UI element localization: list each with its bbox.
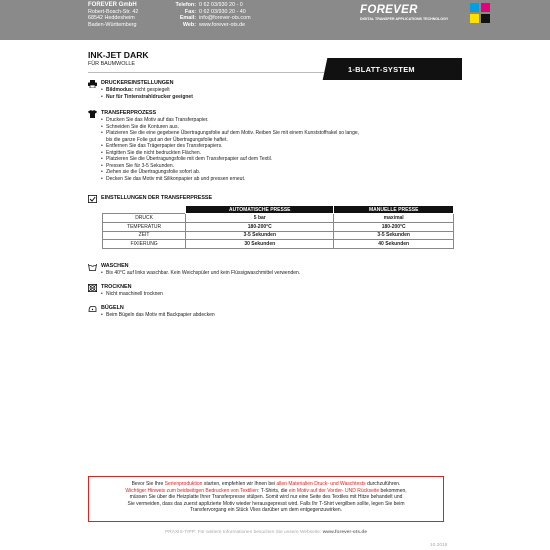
- notice-highlight: allen Materialien Druck- und Waschtests: [276, 481, 366, 487]
- printer-item-1-text: nicht gespiegelt: [133, 87, 170, 93]
- cell-value: 30 Sekunden: [186, 240, 334, 249]
- notice-line-3: müssen Sie über die Heizplatte Ihrer Transferpresse stülpen. Somit wird nur eine Seite des Textiles mit Hitze behandelt und: [129, 494, 403, 501]
- notice-text: bekommen,: [379, 487, 407, 494]
- notice-highlight: Wichtiger Hinweis zum beidseitigen Bedrucken von Textilien:: [125, 487, 260, 494]
- web-label: Web:: [182, 21, 196, 28]
- company-contact: [168, 2, 251, 28]
- notice-text: T-Shirts, die: [259, 487, 289, 494]
- notice-highlight: Serienproduktion: [164, 481, 203, 487]
- printer-list: [101, 87, 193, 100]
- table-row: [103, 214, 454, 223]
- row-label: TEMPERATUR: [103, 222, 186, 231]
- printer-item-1-bold: Bildmodus:: [106, 87, 134, 93]
- notice-text: Bevor Sie Ihre: [131, 481, 165, 487]
- header-gap: [0, 40, 550, 44]
- notice-text: starten, empfehlen wir Ihnen bei: [202, 481, 277, 487]
- list-item: [101, 94, 193, 101]
- tshirt-icon: [88, 110, 97, 118]
- row-label: DRUCK: [103, 214, 186, 223]
- press-heading: EINSTELLUNGEN DER TRANSFERPRESSE: [101, 195, 213, 201]
- cell-value: 5 bar: [186, 214, 334, 223]
- list-item: • Platzieren Sie die Übertragungsfolie mit dem Transferpapier auf dem Textil.: [101, 156, 359, 163]
- title-rule: [88, 72, 324, 73]
- notice-line-2: [95, 488, 437, 495]
- footer-text: PRAXIS-TIPP: Für weitere Informationen besuchen Sie unsere Webseite:: [165, 530, 323, 535]
- list-item: • Decken Sie das Motiv mit Silikonpapier ab und pressen erneut.: [101, 176, 359, 183]
- company-region: Baden-Württemberg: [88, 21, 137, 28]
- cell-value: maximal: [334, 214, 454, 223]
- list-item: • Bis 40°C auf links waschbar. Kein Weichspüler und kein Flüssigwaschmittel verwenden.: [101, 270, 300, 277]
- cmyk-logo-icon: [470, 3, 490, 23]
- list-item: • Drucken Sie das Motiv auf das Transferpapier.: [101, 117, 359, 124]
- col-manual: MANUELLE PRESSE: [334, 206, 454, 214]
- email-label: Email:: [179, 15, 196, 22]
- table-corner: [103, 206, 186, 214]
- list-item: • Entgitten Sie die nicht bedruckten Flächen.: [101, 150, 359, 157]
- notice-line-1: [95, 481, 437, 488]
- notice-highlight: ein Motiv auf der Vorder- UND Rückseite: [288, 487, 380, 494]
- wash-list: [101, 270, 300, 277]
- phone-label: Telefon:: [175, 2, 196, 8]
- company-address: [88, 2, 138, 28]
- iron-icon: [88, 305, 97, 313]
- washing-icon: [88, 263, 97, 271]
- list-item: • Platzieren Sie die eine gegebene Übertragungsfolie auf dem Motiv. Reiben Sie mit einem Kunststoffrakel so lange,: [101, 130, 359, 137]
- list-item: bis die ganze Folie gut an der Übertragungsfolie haftet.: [106, 136, 228, 143]
- list-item: • Schneiden Sie die Konturen aus.: [101, 124, 359, 131]
- logo-word: FOREVER: [360, 4, 418, 16]
- dry-heading: TROCKNEN: [101, 284, 132, 290]
- tumble-dry-icon: [88, 284, 97, 292]
- cell-value: 3-5 Sekunden: [334, 231, 454, 240]
- table-header-row: [103, 206, 454, 214]
- phone-value: 0 62 03/930 20 - 0: [199, 2, 243, 8]
- notice-line-5: Transfervorgang ein Stück Vlies darüber um dem entgegenzuwirken.: [189, 507, 343, 514]
- cell-value: 180-200°C: [334, 222, 454, 231]
- fax-label: Fax:: [184, 8, 196, 15]
- company-name: FOREVER GmbH: [88, 2, 137, 8]
- forever-logo: [360, 2, 470, 24]
- row-label: ZEIT: [103, 231, 186, 240]
- cell-value: 40 Sekunden: [334, 240, 454, 249]
- row-label: FIXIERUNG: [103, 240, 186, 249]
- wash-heading: WASCHEN: [101, 263, 129, 269]
- col-automatic: AUTOMATISCHE PRESSE: [186, 206, 334, 214]
- company-city: 68542 Heddesheim: [88, 15, 135, 22]
- dry-list: [101, 291, 163, 298]
- press-settings-icon: [88, 195, 97, 203]
- cell-value: 3-5 Sekunden: [186, 231, 334, 240]
- iron-heading: BÜGELN: [101, 305, 124, 311]
- system-badge: 1-BLATT-SYSTEM: [330, 58, 462, 80]
- transfer-heading: TRANSFERPROZESS: [101, 110, 157, 116]
- printer-item-2-bold: Nur für Tintenstrahldrucker geeignet: [106, 93, 193, 100]
- printer-icon: [88, 80, 97, 88]
- iron-list: [101, 312, 215, 319]
- list-item: • Beim Bügeln das Motiv mit Backpapier abdecken: [101, 312, 215, 319]
- list-item: • Entfernen Sie das Trägerpapier des Transferpapiers.: [101, 143, 359, 150]
- table-row: [103, 222, 454, 231]
- footer-tip: [88, 530, 444, 535]
- table-row: [103, 240, 454, 249]
- logo-tagline: DIGITAL TRANSFER APPLICATIONS TECHNOLOGY: [360, 17, 449, 21]
- list-item: • Pressen Sie für 3-5 Sekunden.: [101, 163, 359, 170]
- production-notice: [88, 476, 444, 522]
- product-title: INK-JET DARK: [88, 50, 149, 60]
- table-row: [103, 231, 454, 240]
- cell-value: 180-200°C: [186, 222, 334, 231]
- list-item: • Nicht maschinell trocknen: [101, 291, 163, 298]
- web-link[interactable]: www.forever-ots.de: [199, 21, 246, 28]
- document-date: 10.2019: [430, 543, 448, 548]
- fax-value: 0 62 03/930 20 - 40: [199, 8, 246, 15]
- footer-link[interactable]: www.forever-ots.de: [322, 530, 367, 535]
- press-settings-table: [102, 205, 454, 249]
- transfer-list: [101, 117, 359, 182]
- company-street: Robert-Bosch-Str. 42: [88, 8, 139, 15]
- notice-text: durchzuführen.: [365, 481, 401, 487]
- notice-line-4: Sie vermeiden, dass das zuerst applizierte Motiv wieder herausgepresst wird. Falls Ihr T-Shirt vergilben sollte, legen Sie beim: [127, 500, 405, 507]
- list-item: • Ziehen sie die Übertragungsfolie sofort ab.: [101, 169, 359, 176]
- product-subtitle: FÜR BAUMWOLLE: [88, 61, 136, 67]
- email-link[interactable]: info@forever-ots.com: [199, 15, 251, 22]
- printer-heading: DRUCKEREINSTELLUNGEN: [101, 80, 174, 86]
